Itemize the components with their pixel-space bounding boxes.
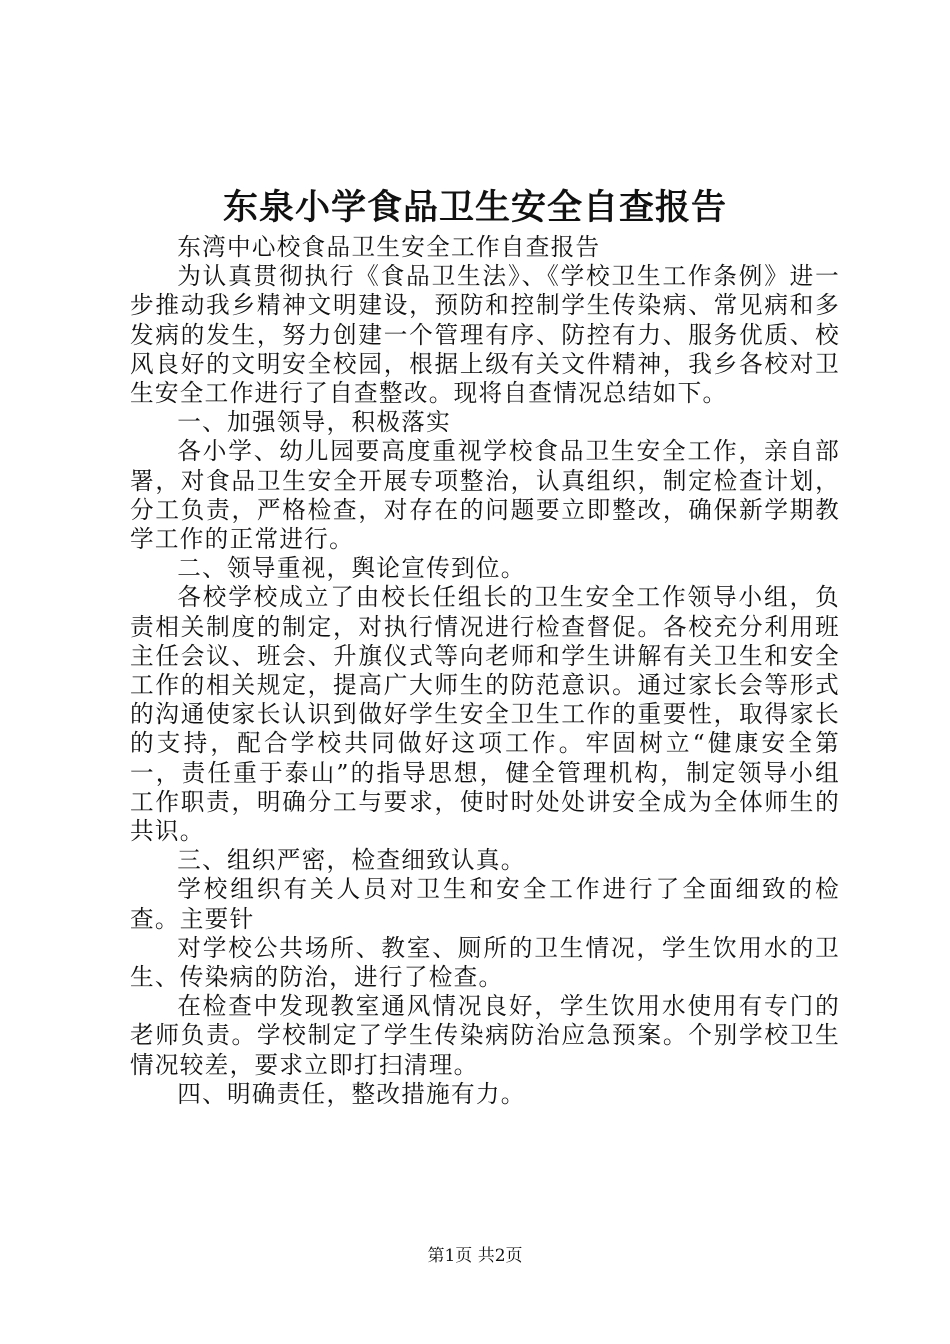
- page-number-footer: 第1页 共2页: [427, 1246, 523, 1266]
- section-heading-3: 三、组织严密，检查细致认真。: [177, 846, 526, 875]
- intro-paragraph: 为认真贯彻执行《食品卫生法》、《学校卫生工作条例》进一步推动我乡精神文明建设，预防和控制学生传染病、常见病和多发病的发生，努力创建一个管理有序、防控有力、服务优质、校风良好的文明安全校园，根据上级有关文件精神，我乡各校对卫生安全工作进行了自查整改。现将自查情况总结如下。: [130, 262, 840, 408]
- section-heading-1: 一、加强领导，积极落实: [177, 408, 452, 437]
- section-heading-2: 二、领导重视，舆论宣传到位。: [177, 554, 526, 583]
- section-3-paragraph-3: 在检查中发现教室通风情况良好，学生饮用水使用有专门的老师负责。学校制定了学生传染病防治应急预案。个别学校卫生情况较差，要求立即打扫清理。: [130, 992, 840, 1079]
- document-subtitle: 东湾中心校食品卫生安全工作自查报告: [177, 233, 601, 261]
- section-1-paragraph: 各小学、幼儿园要高度重视学校食品卫生安全工作，亲自部署，对食品卫生安全开展专项整治，认真组织，制定检查计划，分工负责，严格检查，对存在的问题要立即整改，确保新学期教学工作的正常进行。: [130, 437, 840, 554]
- section-3-paragraph-2: 对学校公共场所、教室、厕所的卫生情况，学生饮用水的卫生、传染病的防治，进行了检查。: [130, 933, 840, 992]
- document-body: [130, 233, 840, 1109]
- section-2-paragraph: 各校学校成立了由校长任组长的卫生安全工作领导小组，负责相关制度的制定，对执行情况进行检查督促。各校充分利用班主任会议、班会、升旗仪式等向老师和学生讲解有关卫生和安全工作的相关规定，提高广大师生的防范意识。通过家长会等形式的沟通使家长认识到做好学生安全卫生工作的重要性，取得家长的支持，配合学校共同做好这项工作。牢固树立“健康安全第一，责任重于泰山”的指导思想，健全管理机构，制定领导小组工作职责，明确分工与要求，使时时处处讲安全成为全体师生的共识。: [130, 583, 840, 846]
- section-3-paragraph-1: 学校组织有关人员对卫生和安全工作进行了全面细致的检查。主要针: [130, 875, 840, 933]
- document-title: 东泉小学食品卫生安全自查报告: [222, 187, 727, 228]
- section-heading-4: 四、明确责任，整改措施有力。: [177, 1079, 526, 1108]
